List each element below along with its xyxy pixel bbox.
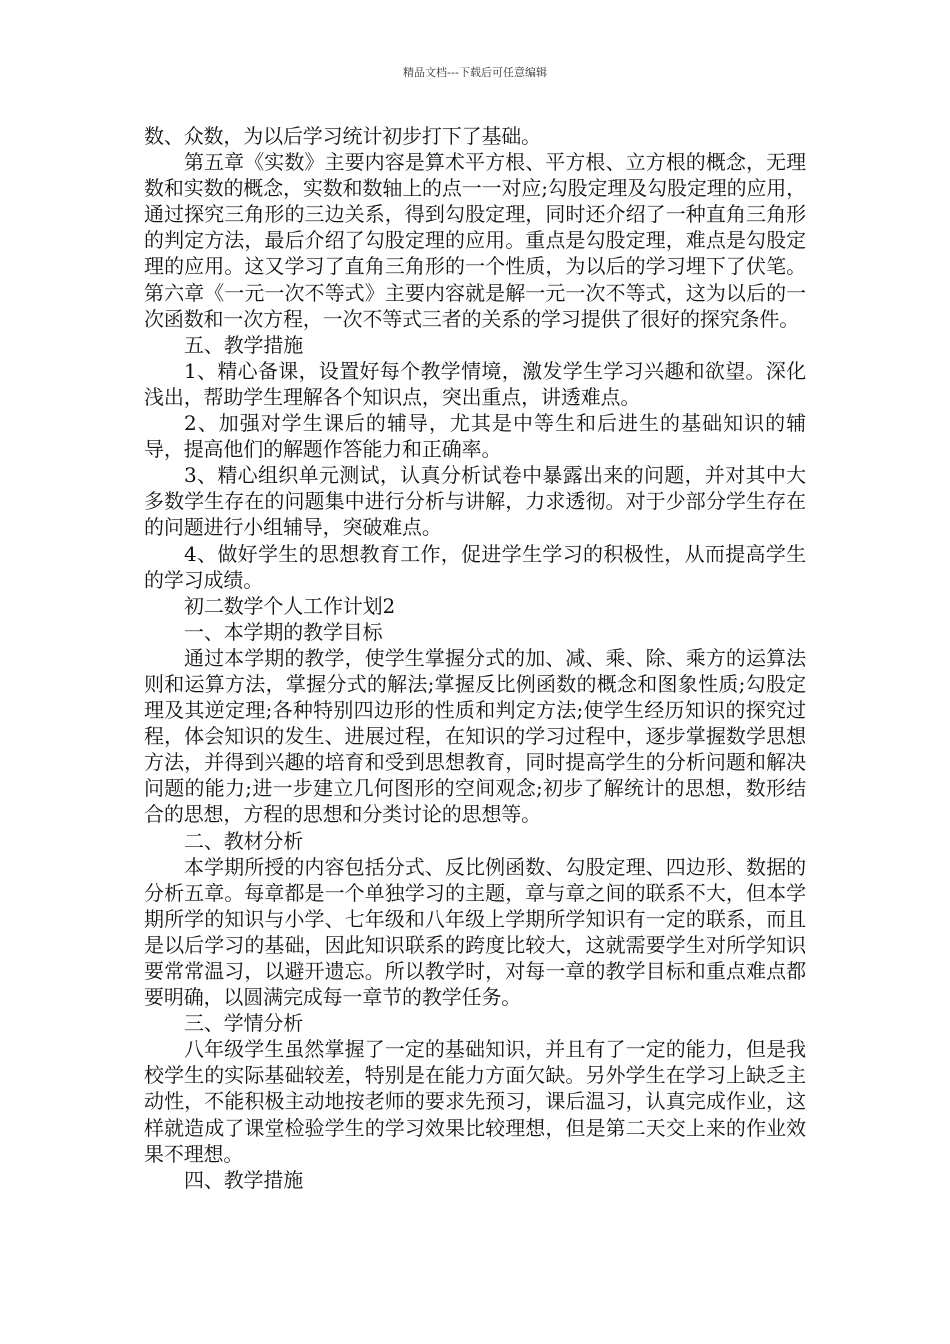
section-heading: 一、本学期的教学目标: [184, 619, 383, 644]
paragraph: 第五章《实数》主要内容是算术平方根、平方根、立方根的概念，无理数和实数的概念，实数和数轴上的点一一对应;勾股定理及勾股定理的应用，通过探究三角形的三边关系，得到勾股定理，同时还介绍了一种直角三角形的判定方法，最后介绍了勾股定理的应用。重点是勾股定理，难点是勾股定理的应用。这又学习了直角三角形的一个性质，为以后的学习埋下了伏笔。第六章《一元一次不等式》主要内容就是解一元一次不等式，这为以后的一次函数和一次方程，一次不等式三者的关系的学习提供了很好的探究条件。: [144, 150, 806, 331]
paragraph: 2、加强对学生课后的辅导，尤其是中等生和后进生的基础知识的辅导，提高他们的解题作答能力和正确率。: [144, 411, 806, 462]
paragraph: 通过本学期的教学，使学生掌握分式的加、减、乘、除、乘方的运算法则和运算方法，掌握分式的解法;掌握反比例函数的概念和图象性质;勾股定理及其逆定理;各种特别四边形的性质和判定方法;使学生经历知识的探究过程，体会知识的发生、进展过程，在知识的学习过程中，逐步掌握数学思想方法，并得到兴趣的培育和受到思想教育，同时提高学生的分析问题和解决问题的能力;进一步建立几何图形的空间观念;初步了解统计的思想，数形结合的思想，方程的思想和分类讨论的思想等。: [144, 645, 806, 827]
section-heading: 四、教学措施: [184, 1167, 304, 1192]
paragraph: 本学期所授的内容包括分式、反比例函数、勾股定理、四边形、数据的分析五章。每章都是一个单独学习的主题，章与章之间的联系不大，但本学期所学的知识与小学、七年级和八年级上学期所学知识有一定的联系，而且是以后学习的基础，因此知识联系的跨度比较大，这就需要学生对所学知识要常常温习，以避开遗忘。所以教学时，对每一章的教学目标和重点难点都要明确，以圆满完成每一章节的教学任务。: [144, 854, 806, 1010]
section-heading: 二、教材分析: [184, 828, 304, 853]
paragraph: 3、精心组织单元测试，认真分析试卷中暴露出来的问题，并对其中大多数学生存在的问题集中进行分析与讲解，力求透彻。对于少部分学生存在的问题进行小组辅导，突破难点。: [144, 463, 806, 540]
document-body: [144, 123, 806, 1193]
paragraph: 八年级学生虽然掌握了一定的基础知识，并且有了一定的能力，但是我校学生的实际基础较差，特别是在能力方面欠缺。另外学生在学习上缺乏主动性，不能积极主动地按老师的要求先预习，课后温习，认真完成作业，这样就造成了课堂检验学生的学习效果比较理想，但是第二天交上来的作业效果不理想。: [144, 1037, 806, 1166]
paragraph: 4、做好学生的思想教育工作，促进学生学习的积极性，从而提高学生的学习成绩。: [144, 541, 806, 592]
section-heading: 三、学情分析: [184, 1011, 304, 1036]
paragraph: 1、精心备课，设置好每个教学情境，激发学生学习兴趣和欲望。深化浅出，帮助学生理解各个知识点，突出重点，讲透难点。: [144, 358, 806, 409]
section-heading: 五、教学措施: [184, 332, 304, 357]
page-header: 精品文档---下载后可任意编辑: [403, 66, 547, 79]
paragraph: 数、众数，为以后学习统计初步打下了基础。: [144, 124, 541, 148]
document-title: 初二数学个人工作计划2: [184, 593, 396, 618]
